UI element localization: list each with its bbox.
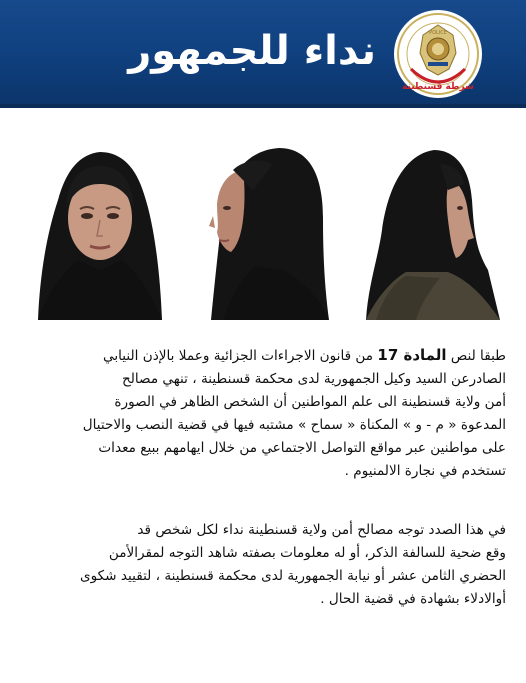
paragraph-line: أمن ولاية قسنطينة الى علم المواطنين أن الشخص الظاهر في الصورة [114, 394, 506, 410]
paragraph-line: في هذا الصدد توجه مصالح أمن ولاية قسنطينة نداء لكل شخص قد [137, 522, 506, 538]
header-banner [0, 0, 526, 108]
line-text: من قانون الاجراءات الجزائية وعملا بالإذن النيابي [103, 348, 378, 364]
paragraph-line: تستخدم في نجارة الالمنيوم . [344, 463, 506, 479]
paragraph-line: على مواطنين عبر مواقع التواصل الاجتماعي من خلال ايهامهم ببيع معدات [98, 440, 506, 456]
paragraph-line [20, 344, 506, 368]
page-title: نداء للجمهور [128, 28, 376, 74]
paragraph-line: وقع ضحية للسالفة الذكر، أو له معلومات بصفته شاهد التوجه لمقرالأمن [108, 545, 506, 561]
notice-paragraph-2 [20, 519, 506, 611]
suspect-photo-profile-left [183, 120, 343, 320]
suspect-photos [18, 120, 508, 320]
emblem-caption: شرطة قسنطينة [402, 82, 474, 92]
article-reference: المادة 17 [377, 346, 447, 364]
suspect-photo-profile-right [348, 120, 508, 320]
line-text: طبقا لنص [446, 348, 506, 364]
notice-paragraph-1 [20, 344, 506, 483]
police-emblem-logo [393, 9, 483, 99]
paragraph-line: أوالادلاء بشهادة في قضية الحال . [320, 591, 506, 607]
paragraph-line: الحضري الثامن عشر أو نيابة الجمهورية لدى محكمة قسنطينة ، لتقييد شكوى [79, 568, 506, 584]
paragraph-line: الصادرعن السيد وكيل الجمهورية لدى محكمة قسنطينة ، تنهي مصالح [121, 371, 506, 387]
suspect-photo-front [18, 120, 178, 320]
emblem-small-text: POLICE [429, 30, 447, 36]
paragraph-line: المدعوة « م - و » المكناة « سماح » مشتبه فيها في قضية النصب والاحتيال [82, 417, 506, 433]
